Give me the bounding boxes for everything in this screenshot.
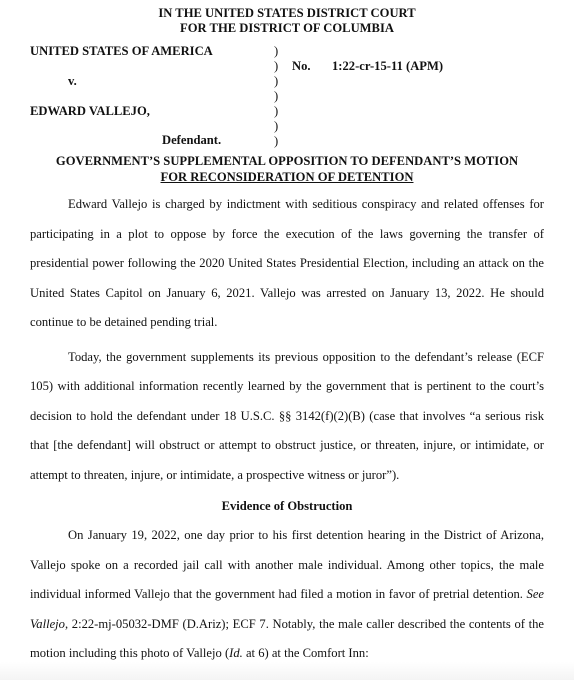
paragraph-obstruction: [30, 521, 544, 669]
obstruction-text-a: On January 19, 2022, one day prior to his first detention hearing in the District of Arizona, Vallejo spoke on a recorded jail call with another male individual. Among other topics, the male individual informed Vallejo that the government had filed a motion in favor of pretrial detention.: [30, 528, 544, 601]
case-caption: [30, 44, 544, 146]
defendant-label: Defendant.: [162, 133, 222, 147]
case-number-value: 1:22-cr-15-11 (APM): [332, 59, 444, 73]
obstruction-text-c: at 6) at the Comfort Inn:: [242, 646, 369, 660]
obstruction-text-b: , 2:22-mj-05032-DMF (D.Ariz); ECF 7. Notably, the male caller described the contents of the motion including this photo of Vallejo (: [30, 616, 544, 660]
court-header: [30, 0, 544, 36]
section-heading: Evidence of Obstruction: [221, 499, 353, 513]
plaintiff-name: UNITED STATES OF AMERICA: [30, 44, 213, 58]
defendant-name: EDWARD VALLEJO,: [30, 104, 150, 118]
caption-parentheses: ) ) ) ) ) ) ): [274, 44, 279, 148]
court-line-2: FOR THE DISTRICT OF COLUMBIA: [180, 21, 394, 35]
title-line-2: FOR RECONSIDERATION OF DETENTION: [160, 170, 414, 184]
case-number-label: No.: [292, 59, 311, 73]
paragraph-supplement: Today, the government supplements its previous opposition to the defendant’s release (ECF 105) with additional information recently learned by the government that is pertinent to the court’s decision to hold the defendant under 18 U.S.C. §§ 3142(f)(2)(B) (case that involves “a serious risk that [the defendant] will obstruct or attempt to obstruct justice, or threaten, injure, or intimidate, or attempt to threaten, injure, or intimidate, a prospective witness or juror”).: [30, 349, 544, 482]
citation-see-vallejo: See Vallejo: [30, 587, 544, 631]
court-line-1: IN THE UNITED STATES DISTRICT COURT: [158, 6, 416, 20]
document-title: [30, 153, 544, 185]
title-line-1: GOVERNMENT’S SUPPLEMENTAL OPPOSITION TO DEFENDANT’S MOTION: [55, 154, 519, 168]
citation-id: Id.: [229, 646, 243, 660]
versus-label: v.: [68, 74, 77, 88]
page-bottom-edge: [0, 662, 574, 680]
paragraph-intro: Edward Vallejo is charged by indictment with seditious conspiracy and related offenses for participating in a plot to oppose by force the execution of the laws governing the transfer of presidential power following the 2020 United States Presidential Election, including an attack on the United States Capitol on January 6, 2021. Vallejo was arrested on January 13, 2022. He should continue to be detained pending trial.: [30, 197, 544, 329]
